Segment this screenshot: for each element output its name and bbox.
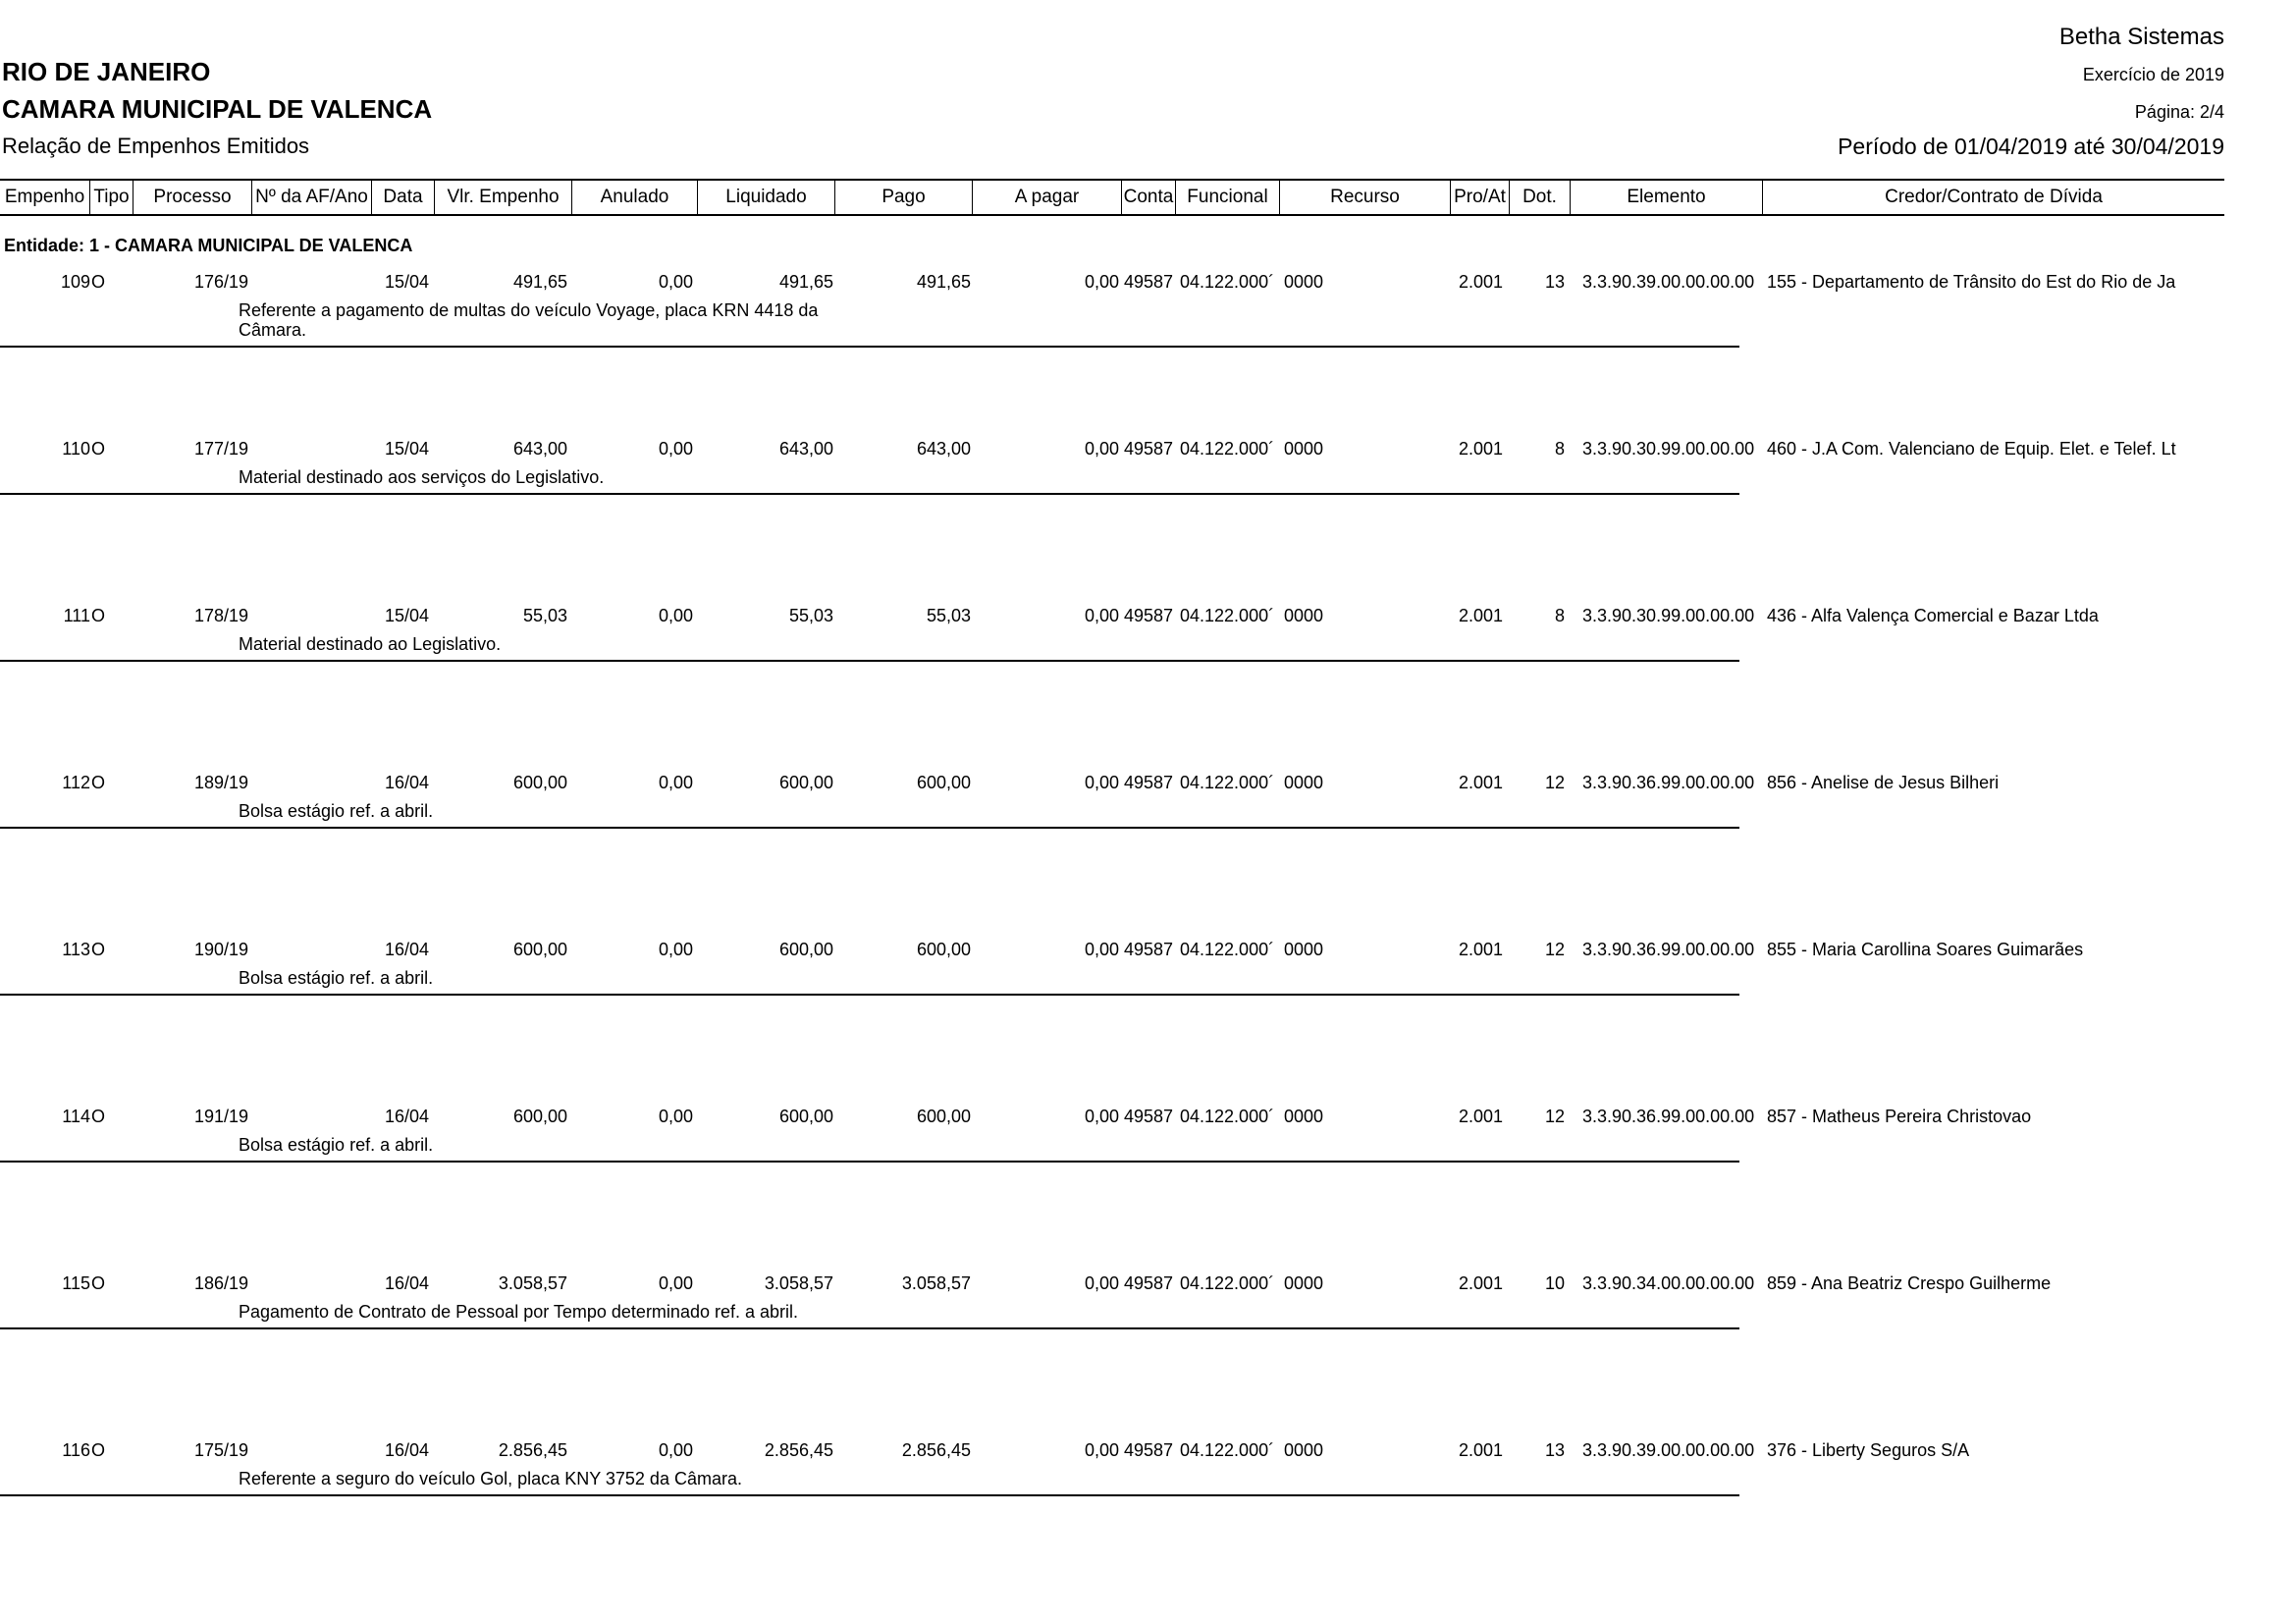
table-row <box>0 1273 2296 1372</box>
cell-apagar: 0,00 <box>1084 1273 1119 1293</box>
cell-pago: 491,65 <box>916 272 971 292</box>
col-af-ano: Nº da AF/Ano <box>251 181 371 214</box>
cell-valor: 491,65 <box>512 272 567 292</box>
entity-title: CAMARA MUNICIPAL DE VALENCA <box>2 94 433 124</box>
col-credor: Credor/Contrato de Dívida <box>1762 181 2224 214</box>
cell-recurso: 0000 <box>1284 439 1324 459</box>
cell-liquidado: 600,00 <box>778 773 833 792</box>
cell-pago: 2.856,45 <box>901 1440 971 1460</box>
cell-proat: 2.001 <box>1459 439 1504 459</box>
cell-valor: 643,00 <box>512 439 567 459</box>
report-title: Relação de Empenhos Emitidos <box>2 134 310 158</box>
table-row <box>0 1440 2296 1539</box>
cell-credor: 460 - J.A Com. Valenciano de Equip. Elet. e Telef. Lt <box>1767 439 2176 459</box>
cell-empenho: 112 <box>62 773 90 792</box>
cell-processo: 191/19 <box>194 1107 249 1126</box>
cell-empenho: 113 <box>62 940 90 959</box>
row-separator <box>0 1161 1739 1163</box>
cell-recurso: 0000 <box>1284 773 1324 792</box>
cell-credor: 436 - Alfa Valença Comercial e Bazar Ltda <box>1767 606 2099 625</box>
cell-conta: 49587 <box>1124 940 1174 959</box>
cell-recurso: 0000 <box>1284 1107 1324 1126</box>
cell-apagar: 0,00 <box>1084 272 1119 292</box>
cell-tipo: O <box>91 272 106 292</box>
cell-conta: 49587 <box>1124 773 1174 792</box>
col-funcional: Funcional <box>1175 181 1279 214</box>
cell-elemento: 3.3.90.39.00.00.00.00 <box>1582 1440 1755 1460</box>
cell-conta: 49587 <box>1124 606 1174 625</box>
cell-valor: 600,00 <box>512 1107 567 1126</box>
cell-elemento: 3.3.90.30.99.00.00.00 <box>1582 606 1755 625</box>
record-description: Referente a pagamento de multas do veículo Voyage, placa KRN 4418 da Câmara. <box>239 300 819 340</box>
cell-data: 15/04 <box>385 606 430 625</box>
cell-liquidado: 600,00 <box>778 1107 833 1126</box>
cell-data: 16/04 <box>385 1107 430 1126</box>
cell-valor: 55,03 <box>522 606 567 625</box>
cell-dot: 12 <box>1544 1107 1565 1126</box>
cell-funcional: 04.122.000´ <box>1180 606 1275 625</box>
col-vlr-empenho: Vlr. Empenho <box>434 181 571 214</box>
cell-recurso: 0000 <box>1284 1440 1324 1460</box>
cell-processo: 175/19 <box>194 1440 249 1460</box>
cell-credor: 857 - Matheus Pereira Christovao <box>1767 1107 2032 1126</box>
cell-pago: 600,00 <box>916 940 971 959</box>
record-description: Bolsa estágio ref. a abril. <box>239 1135 434 1155</box>
cell-anulado: 0,00 <box>658 606 693 625</box>
cell-conta: 49587 <box>1124 272 1174 292</box>
cell-apagar: 0,00 <box>1084 439 1119 459</box>
cell-dot: 12 <box>1544 940 1565 959</box>
cell-funcional: 04.122.000´ <box>1180 272 1275 292</box>
cell-proat: 2.001 <box>1459 773 1504 792</box>
cell-elemento: 3.3.90.39.00.00.00.00 <box>1582 272 1755 292</box>
cell-anulado: 0,00 <box>658 1107 693 1126</box>
col-empenho: Empenho <box>4 187 85 207</box>
cell-apagar: 0,00 <box>1084 773 1119 792</box>
cell-conta: 49587 <box>1124 1273 1174 1293</box>
cell-pago: 600,00 <box>916 1107 971 1126</box>
cell-data: 16/04 <box>385 1440 430 1460</box>
row-separator <box>0 994 1739 996</box>
cell-liquidado: 3.058,57 <box>764 1273 833 1293</box>
cell-empenho: 109 <box>60 272 90 292</box>
cell-anulado: 0,00 <box>658 1440 693 1460</box>
cell-apagar: 0,00 <box>1084 940 1119 959</box>
col-a-pagar: A pagar <box>972 181 1121 214</box>
cell-tipo: O <box>91 1107 106 1126</box>
cell-funcional: 04.122.000´ <box>1180 1440 1275 1460</box>
table-row <box>0 1107 2296 1205</box>
cell-elemento: 3.3.90.36.99.00.00.00 <box>1582 1107 1755 1126</box>
cell-conta: 49587 <box>1124 1107 1174 1126</box>
table-row <box>0 940 2296 1038</box>
cell-data: 15/04 <box>385 439 430 459</box>
row-separator <box>0 1327 1739 1329</box>
cell-funcional: 04.122.000´ <box>1180 1273 1275 1293</box>
cell-funcional: 04.122.000´ <box>1180 940 1275 959</box>
row-separator <box>0 1494 1739 1496</box>
cell-credor: 376 - Liberty Seguros S/A <box>1767 1440 1970 1460</box>
cell-valor: 600,00 <box>512 773 567 792</box>
cell-credor: 856 - Anelise de Jesus Bilheri <box>1767 773 2000 792</box>
cell-pago: 55,03 <box>926 606 971 625</box>
entity-heading: Entidade: 1 - CAMARA MUNICIPAL DE VALENCA <box>4 236 413 255</box>
col-elemento: Elemento <box>1570 181 1762 214</box>
cell-proat: 2.001 <box>1459 1440 1504 1460</box>
cell-processo: 186/19 <box>194 1273 249 1293</box>
cell-tipo: O <box>91 439 106 459</box>
cell-credor: 859 - Ana Beatriz Crespo Guilherme <box>1767 1273 2052 1293</box>
col-recurso: Recurso <box>1279 181 1450 214</box>
cell-liquidado: 600,00 <box>778 940 833 959</box>
cell-anulado: 0,00 <box>658 439 693 459</box>
record-description: Pagamento de Contrato de Pessoal por Tempo determinado ref. a abril. <box>239 1302 799 1322</box>
col-pago: Pago <box>834 181 972 214</box>
col-data: Data <box>371 181 434 214</box>
cell-anulado: 0,00 <box>658 272 693 292</box>
cell-elemento: 3.3.90.36.99.00.00.00 <box>1582 940 1755 959</box>
table-row <box>0 773 2296 871</box>
cell-valor: 3.058,57 <box>498 1273 567 1293</box>
cell-conta: 49587 <box>1124 439 1174 459</box>
cell-pago: 643,00 <box>916 439 971 459</box>
col-pro-at: Pro/At <box>1450 181 1509 214</box>
cell-tipo: O <box>91 1273 106 1293</box>
record-description: Material destinado aos serviços do Legislativo. <box>239 467 605 487</box>
cell-dot: 8 <box>1554 439 1565 459</box>
cell-funcional: 04.122.000´ <box>1180 439 1275 459</box>
cell-tipo: O <box>91 773 106 792</box>
cell-liquidado: 2.856,45 <box>764 1440 833 1460</box>
cell-proat: 2.001 <box>1459 940 1504 959</box>
cell-valor: 2.856,45 <box>498 1440 567 1460</box>
record-description: Bolsa estágio ref. a abril. <box>239 968 434 988</box>
cell-processo: 176/19 <box>194 272 249 292</box>
record-description: Material destinado ao Legislativo. <box>239 634 502 654</box>
cell-data: 16/04 <box>385 1273 430 1293</box>
cell-tipo: O <box>91 1440 106 1460</box>
table-row <box>0 272 2296 370</box>
cell-tipo: O <box>91 606 106 625</box>
cell-processo: 178/19 <box>194 606 249 625</box>
cell-elemento: 3.3.90.30.99.00.00.00 <box>1582 439 1755 459</box>
cell-proat: 2.001 <box>1459 606 1504 625</box>
cell-anulado: 0,00 <box>658 940 693 959</box>
cell-funcional: 04.122.000´ <box>1180 1107 1275 1126</box>
cell-liquidado: 491,65 <box>778 272 833 292</box>
cell-pago: 3.058,57 <box>901 1273 971 1293</box>
table-row <box>0 439 2296 537</box>
table-row <box>0 606 2296 704</box>
cell-valor: 600,00 <box>512 940 567 959</box>
cell-recurso: 0000 <box>1284 272 1324 292</box>
cell-anulado: 0,00 <box>658 773 693 792</box>
cell-elemento: 3.3.90.34.00.00.00.00 <box>1582 1273 1755 1293</box>
cell-recurso: 0000 <box>1284 940 1324 959</box>
col-conta: Conta <box>1121 181 1175 214</box>
cell-empenho: 110 <box>62 439 90 459</box>
cell-funcional: 04.122.000´ <box>1180 773 1275 792</box>
page-number: Página: 2/4 <box>2134 102 2224 122</box>
cell-empenho: 111 <box>63 606 90 625</box>
cell-proat: 2.001 <box>1459 1107 1504 1126</box>
cell-apagar: 0,00 <box>1084 1107 1119 1126</box>
cell-apagar: 0,00 <box>1084 606 1119 625</box>
col-processo: Processo <box>133 181 251 214</box>
cell-dot: 13 <box>1544 1440 1565 1460</box>
cell-processo: 190/19 <box>194 940 249 959</box>
row-separator <box>0 827 1739 829</box>
cell-data: 15/04 <box>385 272 430 292</box>
cell-proat: 2.001 <box>1459 272 1504 292</box>
cell-proat: 2.001 <box>1459 1273 1504 1293</box>
cell-conta: 49587 <box>1124 1440 1174 1460</box>
cell-anulado: 0,00 <box>658 1273 693 1293</box>
col-anulado: Anulado <box>571 181 697 214</box>
record-description: Bolsa estágio ref. a abril. <box>239 801 434 821</box>
cell-dot: 8 <box>1554 606 1565 625</box>
col-dot: Dot. <box>1509 181 1570 214</box>
cell-empenho: 115 <box>62 1273 90 1293</box>
row-separator <box>0 493 1739 495</box>
period: Período de 01/04/2019 até 30/04/2019 <box>1838 134 2224 159</box>
cell-dot: 13 <box>1544 272 1565 292</box>
cell-data: 16/04 <box>385 940 430 959</box>
cell-dot: 10 <box>1544 1273 1565 1293</box>
fiscal-year: Exercício de 2019 <box>2082 65 2224 84</box>
cell-recurso: 0000 <box>1284 606 1324 625</box>
cell-tipo: O <box>91 940 106 959</box>
cell-credor: 855 - Maria Carollina Soares Guimarães <box>1767 940 2084 959</box>
record-description: Referente a seguro do veículo Gol, placa KNY 3752 da Câmara. <box>239 1469 742 1488</box>
cell-elemento: 3.3.90.36.99.00.00.00 <box>1582 773 1755 792</box>
cell-processo: 189/19 <box>194 773 249 792</box>
cell-liquidado: 55,03 <box>788 606 833 625</box>
cell-processo: 177/19 <box>194 439 249 459</box>
row-separator <box>0 660 1739 662</box>
cell-empenho: 116 <box>62 1440 90 1460</box>
cell-empenho: 114 <box>62 1107 90 1126</box>
cell-recurso: 0000 <box>1284 1273 1324 1293</box>
state-title: RIO DE JANEIRO <box>2 57 211 86</box>
col-tipo: Tipo <box>89 181 133 214</box>
cell-liquidado: 643,00 <box>778 439 833 459</box>
col-liquidado: Liquidado <box>697 181 834 214</box>
column-header-row <box>0 179 2224 216</box>
row-separator <box>0 346 1739 348</box>
cell-data: 16/04 <box>385 773 430 792</box>
cell-credor: 155 - Departamento de Trânsito do Est do Rio de Ja <box>1767 272 2176 292</box>
company-name: Betha Sistemas <box>2058 24 2224 50</box>
cell-pago: 600,00 <box>916 773 971 792</box>
cell-dot: 12 <box>1544 773 1565 792</box>
cell-apagar: 0,00 <box>1084 1440 1119 1460</box>
